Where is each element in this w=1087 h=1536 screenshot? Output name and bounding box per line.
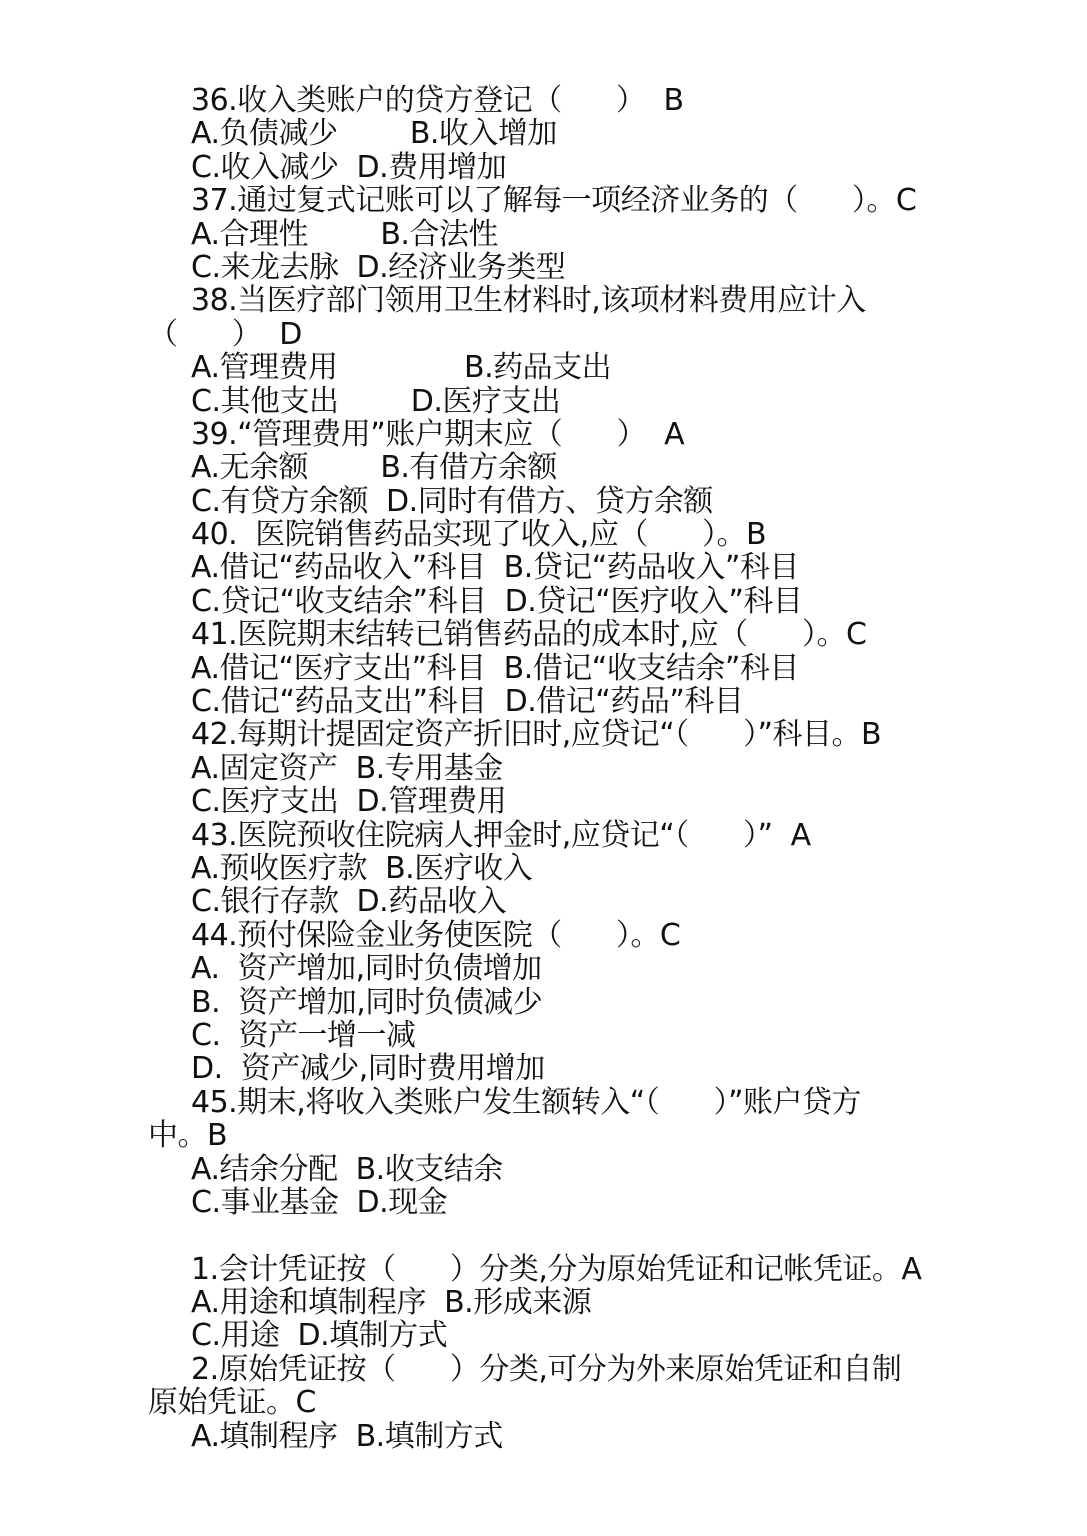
question-45-stem-continued: 中。B [148, 1118, 228, 1154]
question-45-options-cd: C.事业基金 D.现金 [191, 1184, 448, 1220]
question-37-options-cd: C.来龙去脉 D.经济业务类型 [191, 249, 566, 285]
question-44-option-c: C. 资产一增一减 [191, 1017, 416, 1053]
question-43-options-ab: A.预收医疗款 B.医疗收入 [191, 850, 533, 886]
question-36-stem: 36.收入类账户的贷方登记（ ） B [191, 83, 684, 118]
document-page [0, 84, 1087, 1453]
question-45-options-ab: A.结余分配 B.收支结余 [191, 1151, 503, 1187]
question-2-stem: 2.原始凭证按（ ）分类,可分为外来原始凭证和自制 [191, 1351, 902, 1387]
question-40-stem: 40. 医院销售药品实现了收入,应（ ）。B [191, 517, 767, 553]
section-spacer [0, 1219, 1087, 1252]
question-43-options-cd: C.银行存款 D.药品收入 [191, 884, 507, 920]
question-1-stem: 1.会计凭证按（ ）分类,分为原始凭证和记帐凭证。A [191, 1251, 922, 1287]
question-1-options-ab: A.用途和填制程序 B.形成来源 [191, 1285, 592, 1321]
question-38-options-cd: C.其他支出 D.医疗支出 [191, 383, 561, 419]
question-38-stem: 38.当医疗部门领用卫生材料时,该项材料费用应计入 [191, 283, 866, 319]
question-42-options-ab: A.固定资产 B.专用基金 [191, 750, 503, 786]
question-41-options-cd: C.借记“药品支出”科目 D.借记“药品”科目 [191, 684, 744, 720]
question-1-options-cd: C.用途 D.填制方式 [191, 1318, 448, 1354]
question-45-stem: 45.期末,将收入类账户发生额转入“（ ）”账户贷方 [191, 1084, 862, 1120]
question-36-options-cd: C.收入减少 D.费用增加 [191, 149, 507, 185]
question-43-stem: 43.医院预收住院病人押金时,应贷记“（ ）” A [191, 817, 811, 853]
question-38-options-ab: A.管理费用 B.药品支出 [191, 350, 612, 386]
question-38-stem-continued: （ ） D [148, 316, 302, 352]
question-44-option-b: B. 资产增加,同时负债减少 [191, 984, 543, 1020]
question-37-options-ab: A.合理性 B.合法性 [191, 216, 498, 252]
question-42-options-cd: C.医疗支出 D.管理费用 [191, 784, 507, 820]
question-44-option-d: D. 资产减少,同时费用增加 [191, 1051, 545, 1087]
question-39-options-cd: C.有贷方余额 D.同时有借方、贷方余额 [191, 483, 713, 519]
question-41-options-ab: A.借记“医疗支出”科目 B.借记“收支结余”科目 [191, 650, 799, 686]
question-44-option-a: A. 资产增加,同时负债增加 [191, 951, 542, 987]
question-42-stem: 42.每期计提固定资产折旧时,应贷记“（ ）”科目。B [191, 717, 882, 753]
question-39-options-ab: A.无余额 B.有借方余额 [191, 450, 557, 486]
question-40-options-ab: A.借记“药品收入”科目 B.贷记“药品收入”科目 [191, 550, 799, 586]
question-44-stem: 44.预付保险金业务使医院（ ）。C [191, 917, 681, 953]
question-37-stem: 37.通过复式记账可以了解每一项经济业务的（ ）。C [191, 183, 917, 219]
question-39-stem: 39.“管理费用”账户期末应（ ） A [191, 416, 685, 452]
question-40-options-cd: C.贷记“收支结余”科目 D.贷记“医疗收入”科目 [191, 583, 803, 619]
question-36-options-ab: A.负债减少 B.收入增加 [191, 116, 557, 152]
question-2-options-ab: A.填制程序 B.填制方式 [191, 1418, 503, 1454]
question-2-stem-continued: 原始凭证。C [148, 1385, 316, 1421]
question-41-stem: 41.医院期末结转已销售药品的成本时,应（ ）。C [191, 617, 867, 653]
